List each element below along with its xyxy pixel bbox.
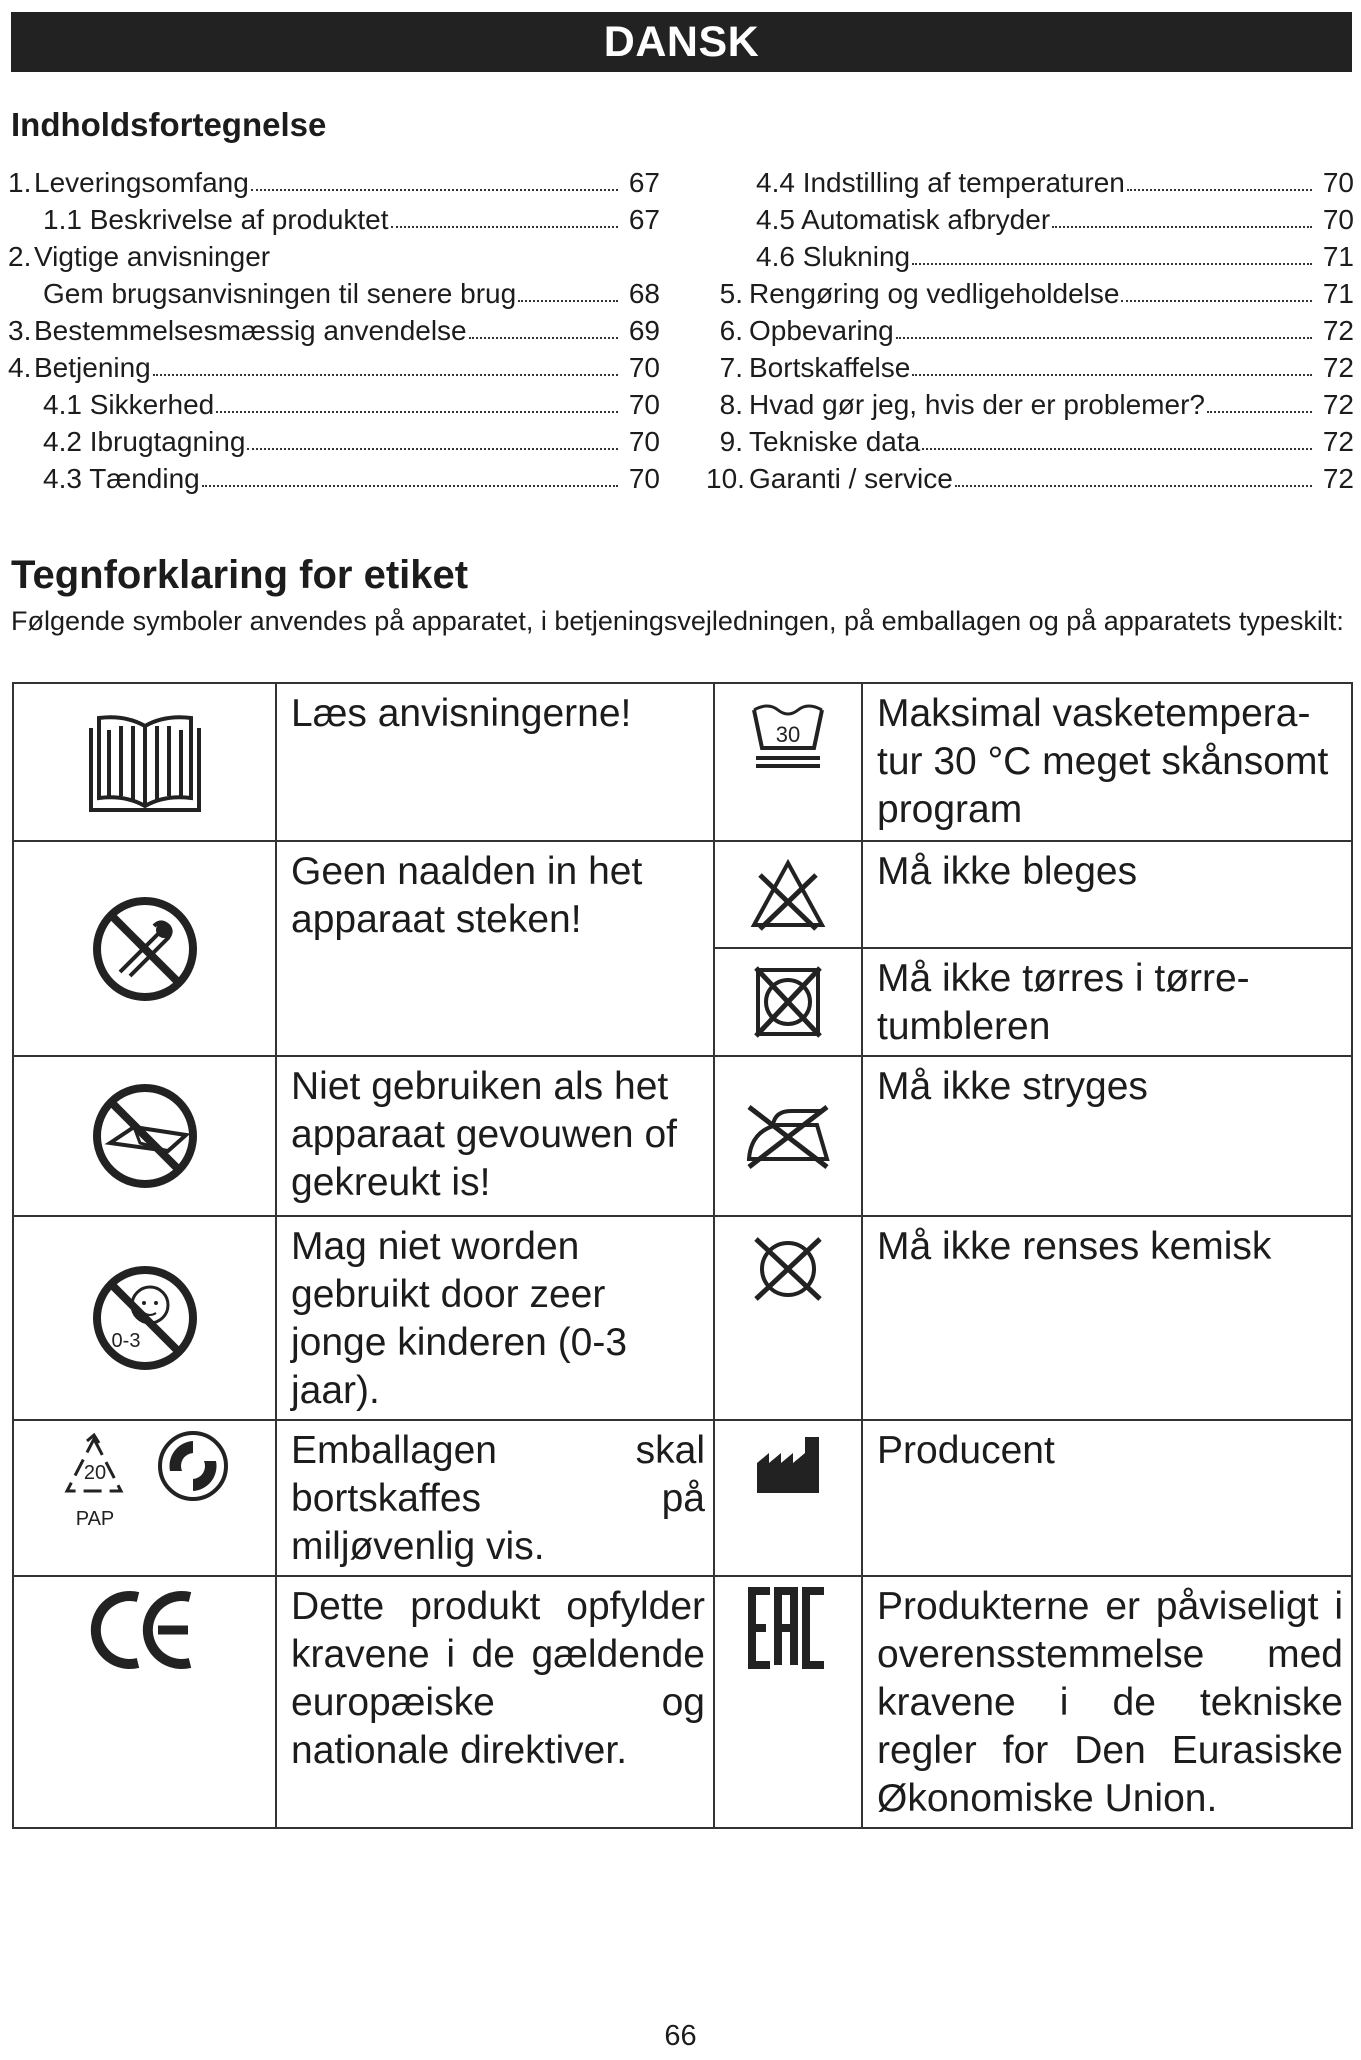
wash-temp-line2: tur 30 °C meget skånsomt	[877, 740, 1329, 783]
symbol-cell	[13, 1216, 276, 1420]
toc-entry-page: 70	[628, 352, 660, 383]
no-bleach-icon	[748, 857, 828, 933]
no-folded-use-icon	[90, 1081, 200, 1191]
eac-mark-icon	[748, 1587, 828, 1669]
toc-entry	[8, 349, 660, 386]
toc-entry-title: Bestemmelsesmæssig anvendelse	[34, 315, 467, 346]
toc-dot-leader	[202, 460, 618, 487]
toc-entry-number: 10.	[706, 463, 745, 494]
toc-entry-page: 71	[1322, 241, 1354, 272]
toc-dot-leader	[251, 164, 618, 191]
toc-dot-leader	[153, 349, 618, 376]
symbol-cell	[714, 1420, 862, 1576]
no-dryclean-text: Må ikke renses kemisk	[862, 1216, 1352, 1420]
no-iron-text: Må ikke stryges	[862, 1056, 1352, 1216]
toc-entry-title: Betjening	[34, 352, 151, 383]
symbol-cell	[714, 1216, 862, 1420]
toc-entry-title: Bortskaffelse	[749, 352, 911, 383]
toc-entry	[706, 275, 1354, 312]
read-instructions-text: Læs anvisningerne!	[276, 683, 714, 841]
toc-entry-title: Opbevaring	[749, 315, 894, 346]
wash-temp-text	[862, 683, 1352, 841]
toc-entry	[8, 164, 660, 201]
toc-title: Indholdsfortegnelse	[11, 106, 327, 143]
no-needles-text: Geen naalden in het apparaat steken!	[276, 841, 714, 1056]
toc-dot-leader	[1127, 164, 1312, 191]
legend-intro: Følgende symboler anvendes på apparatet, i betjeningsvejledningen, på emballagen og på apparatets typeskilt:	[11, 606, 1344, 636]
toc-entry-page: 67	[628, 204, 660, 235]
toc-dot-leader	[518, 275, 618, 302]
symbol-cell	[13, 1576, 276, 1828]
toc-entry-page: 71	[1322, 278, 1354, 309]
page-number: 66	[664, 2020, 697, 2052]
wash-temp-label: 30	[775, 722, 801, 747]
no-children-text: Mag niet worden gebruikt door zeer jonge kinderen (0-3 jaar).	[276, 1216, 714, 1420]
recycle-number: 20	[84, 1462, 107, 1484]
no-tumble-text: Må ikke tørres i tørre-tumbleren	[862, 948, 1352, 1056]
symbol-cell	[13, 841, 276, 1056]
toc-entry-page: 67	[628, 167, 660, 198]
toc-entry-page: 70	[628, 463, 660, 494]
toc-dot-leader	[216, 386, 618, 413]
toc-entry	[706, 386, 1354, 423]
toc-dot-leader	[272, 238, 618, 265]
legend-title: Tegnforklaring for etiket	[11, 553, 469, 597]
toc-entry-page: 68	[628, 278, 660, 309]
book-icon	[81, 706, 209, 818]
table-row	[13, 1216, 1352, 1420]
toc-entry-title: Gem brugsanvisningen til senere brug	[43, 278, 517, 309]
toc-entry	[706, 312, 1354, 349]
toc-entry-number: 1.	[8, 167, 32, 198]
green-dot-icon	[156, 1429, 230, 1503]
toc-entry-page: 72	[1322, 352, 1354, 383]
symbol-cell	[714, 841, 862, 948]
toc-entry	[706, 164, 1354, 201]
toc-entry-title: 4.3 Tænding	[43, 463, 200, 494]
toc-entry-title: Tekniske data	[749, 426, 921, 457]
toc-entry-page: 70	[628, 426, 660, 457]
toc-dot-leader	[922, 423, 1312, 450]
language-header: DANSK	[11, 12, 1352, 72]
toc-dot-leader	[1052, 201, 1312, 228]
wash-30-gentle-icon	[748, 700, 828, 776]
toc-entry-page: 72	[1322, 463, 1354, 494]
toc-entry-number: 4.	[8, 352, 32, 383]
no-needles-icon	[90, 894, 200, 1004]
toc-entry-title: Hvad gør jeg, hvis der er problemer?	[749, 389, 1205, 420]
manufacturer-icon	[753, 1433, 823, 1497]
symbol-cell	[13, 1056, 276, 1216]
toc-entry	[8, 386, 660, 423]
toc-entry-title: Vigtige anvisninger	[34, 241, 271, 272]
toc-entry-page: 72	[1322, 426, 1354, 457]
toc-entry-page	[620, 238, 660, 275]
toc-right-column	[706, 164, 1354, 497]
no-dry-clean-icon	[750, 1233, 826, 1305]
table-row	[13, 1420, 1352, 1576]
toc-entry	[706, 201, 1354, 238]
toc-entry	[706, 460, 1354, 497]
no-ironing-icon	[743, 1101, 833, 1171]
toc-entry	[8, 312, 660, 349]
toc-entry	[8, 238, 660, 275]
table-row	[13, 841, 1352, 948]
eac-text: Produkterne er påviseligt i overensstemmelse med kravene i de tekniske regler for Den Eurasiske Økonomiske Union.	[862, 1576, 1352, 1828]
toc-entry	[8, 423, 660, 460]
toc-dot-leader	[896, 312, 1312, 339]
toc-entry-number: 8.	[719, 389, 743, 420]
no-tumble-dry-icon	[748, 964, 828, 1040]
toc-entry-number: 2.	[8, 241, 32, 272]
table-row	[13, 1056, 1352, 1216]
toc-entry	[706, 423, 1354, 460]
toc-entry-page: 70	[1322, 167, 1354, 198]
no-bleach-text: Må ikke bleges	[862, 841, 1352, 948]
wash-temp-line3: program	[877, 788, 1023, 831]
toc-entry-title: Leveringsomfang	[34, 167, 249, 198]
toc-entry-page: 70	[628, 389, 660, 420]
symbol-cell	[13, 1420, 276, 1576]
no-children-icon	[90, 1263, 200, 1373]
toc-entry	[8, 460, 660, 497]
toc-entry	[706, 238, 1354, 275]
toc-entry-title: 4.6 Slukning	[756, 241, 911, 272]
toc-entry-number: 3.	[8, 315, 32, 346]
symbol-table	[12, 682, 1353, 1829]
toc-entry-number: 5.	[719, 278, 743, 309]
symbol-cell	[714, 948, 862, 1056]
toc-dot-leader	[912, 349, 1312, 376]
ce-mark-icon	[90, 1585, 200, 1675]
age-label: 0-3	[111, 1330, 140, 1352]
toc-entry-page: 70	[1322, 204, 1354, 235]
toc-dot-leader	[391, 201, 618, 228]
toc-entry-page: 72	[1322, 315, 1354, 346]
symbol-cell	[714, 1056, 862, 1216]
toc-entry-title: Rengøring og vedligeholdelse	[749, 278, 1120, 309]
toc-left-column	[8, 164, 660, 497]
symbol-cell	[13, 683, 276, 841]
toc-entry-title: Garanti / service	[749, 463, 953, 494]
packaging-text: Emballagen skal bortskaffes på miljøvenlig vis.	[276, 1420, 714, 1576]
toc-entry-page: 72	[1322, 389, 1354, 420]
toc-dot-leader	[912, 238, 1312, 265]
toc-entry-title: 4.2 Ibrugtagning	[43, 426, 246, 457]
no-folded-text: Niet gebruiken als het apparaat gevouwen of gekreukt is!	[276, 1056, 714, 1216]
symbol-cell	[714, 1576, 862, 1828]
toc-entry-title: 1.1 Beskrivelse af produktet	[43, 204, 389, 235]
toc-entry-title: 4.5 Automatisk afbryder	[756, 204, 1051, 235]
toc-entry-number: 7.	[719, 352, 743, 383]
toc-dot-leader	[1207, 386, 1312, 413]
toc-dot-leader	[955, 460, 1312, 487]
toc-entry	[8, 275, 660, 312]
toc-dot-leader	[247, 423, 618, 450]
toc-entry	[8, 201, 660, 238]
toc-entry-number: 9.	[719, 426, 743, 457]
recycle-label: PAP	[75, 1508, 115, 1530]
toc-entry	[706, 349, 1354, 386]
recycle-pap-icon	[59, 1431, 129, 1531]
toc-entry-number: 6.	[719, 315, 743, 346]
table-row	[13, 683, 1352, 841]
ce-text: Dette produkt opfylder kravene i de gældende europæiske og nationale direktiver.	[276, 1576, 714, 1828]
wash-temp-line1: Maksimal vasketempera-	[877, 692, 1311, 735]
table-row	[13, 1576, 1352, 1828]
toc-dot-leader	[469, 312, 618, 339]
symbol-cell	[714, 683, 862, 841]
toc-dot-leader	[1121, 275, 1312, 302]
toc-entry-title: 4.1 Sikkerhed	[43, 389, 215, 420]
manufacturer-text: Producent	[862, 1420, 1352, 1576]
toc-entry-page: 69	[628, 315, 660, 346]
toc-entry-title: 4.4 Indstilling af temperaturen	[756, 167, 1125, 198]
